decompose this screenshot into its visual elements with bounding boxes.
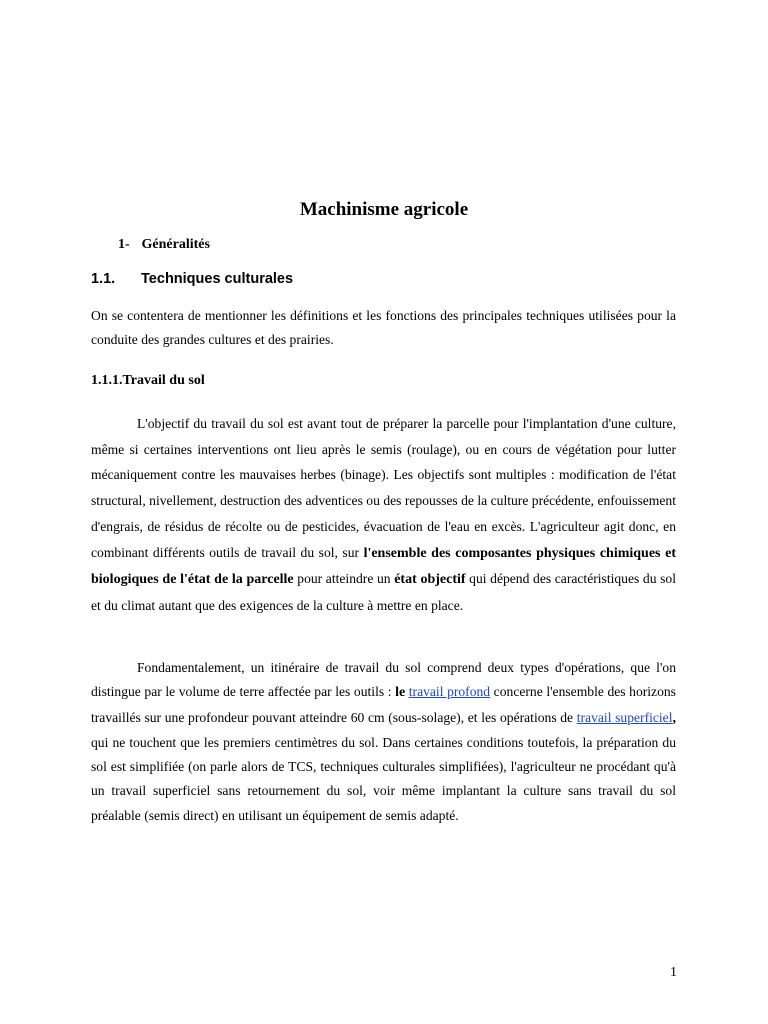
paragraph-text: qui ne touchent que les premiers centimètres du sol. Dans certaines conditions toutefois, la préparation du sol est simplifiée (on parle alors de TCS, techniques culturales simplifiées), l'agriculteur ne procédant qu'à un travail superficiel sans retournement du sol, voir même implantant la culture sans travail du sol préalable (semis direct) en utilisant un équipement de semis adapté. [91, 734, 676, 823]
intro-paragraph: On se contentera de mentionner les définitions et les fonctions des principales techniques utilisées pour la conduite des grandes cultures et des prairies. [91, 308, 676, 347]
paragraph-text: pour atteindre un [293, 571, 395, 587]
section-number: 1- [118, 237, 130, 252]
section-heading-generalites [118, 236, 210, 254]
subsection-heading-techniques-culturales [91, 270, 293, 288]
subsection-title: Techniques culturales [141, 271, 294, 287]
subsubsection-number: 1.1.1. [91, 373, 123, 388]
paragraph-itineraire-travail-du-sol [91, 656, 676, 828]
bold-word: le [395, 685, 406, 701]
paragraph-text: Fondamentalement, un itinéraire de travail du sol comprend deux types d'opérations, que l'on distingue par le volume de terre affectée par les outils : [91, 660, 676, 700]
document-title: Machinisme agricole [299, 199, 469, 220]
subsubsection-heading-travail-du-sol [91, 372, 205, 390]
subsubsection-title: Travail du sol [122, 373, 205, 388]
bold-phrase: état objectif [394, 572, 466, 588]
subsection-number: 1.1. [91, 271, 116, 287]
page-number: 1 [670, 965, 677, 980]
travail-superficiel-link[interactable]: travail superficiel [576, 709, 673, 725]
paragraph-text: qui dépend des caractéristiques du sol et du climat autant que des exigences de la culture à mettre en place. [91, 571, 676, 613]
section-title: Généralités [141, 237, 210, 252]
paragraph-text: L'objectif du travail du sol est avant tout de préparer la parcelle pour l'implantation d'une culture, même si certaines interventions ont lieu après le semis (roulage), ou en cours de végétation pour lutter mécaniquement contre les mauvaises herbes (binage). Les objectifs sont multiples : modification de l'état structural, nivellement, destruction des adventices ou des repousses de la culture précédente, enfouissement d'engrais, de résidus de récolte ou de pesticides, évacuation de l'eau en excès. L'agriculteur agit donc, en combinant différents outils de travail du sol, sur [91, 416, 676, 560]
paragraph-objectif-travail-du-sol [91, 411, 676, 619]
bold-phrase: l'ensemble des composantes physiques chimiques et biologiques de l'état de la parcelle [91, 545, 676, 588]
paragraph-text: concerne l'ensemble des horizons travaillés sur une profondeur pouvant atteindre 60 cm (sous-solage), et les opérations de [91, 684, 676, 725]
travail-profond-link[interactable]: travail profond [408, 684, 491, 700]
bold-comma: , [672, 710, 676, 726]
